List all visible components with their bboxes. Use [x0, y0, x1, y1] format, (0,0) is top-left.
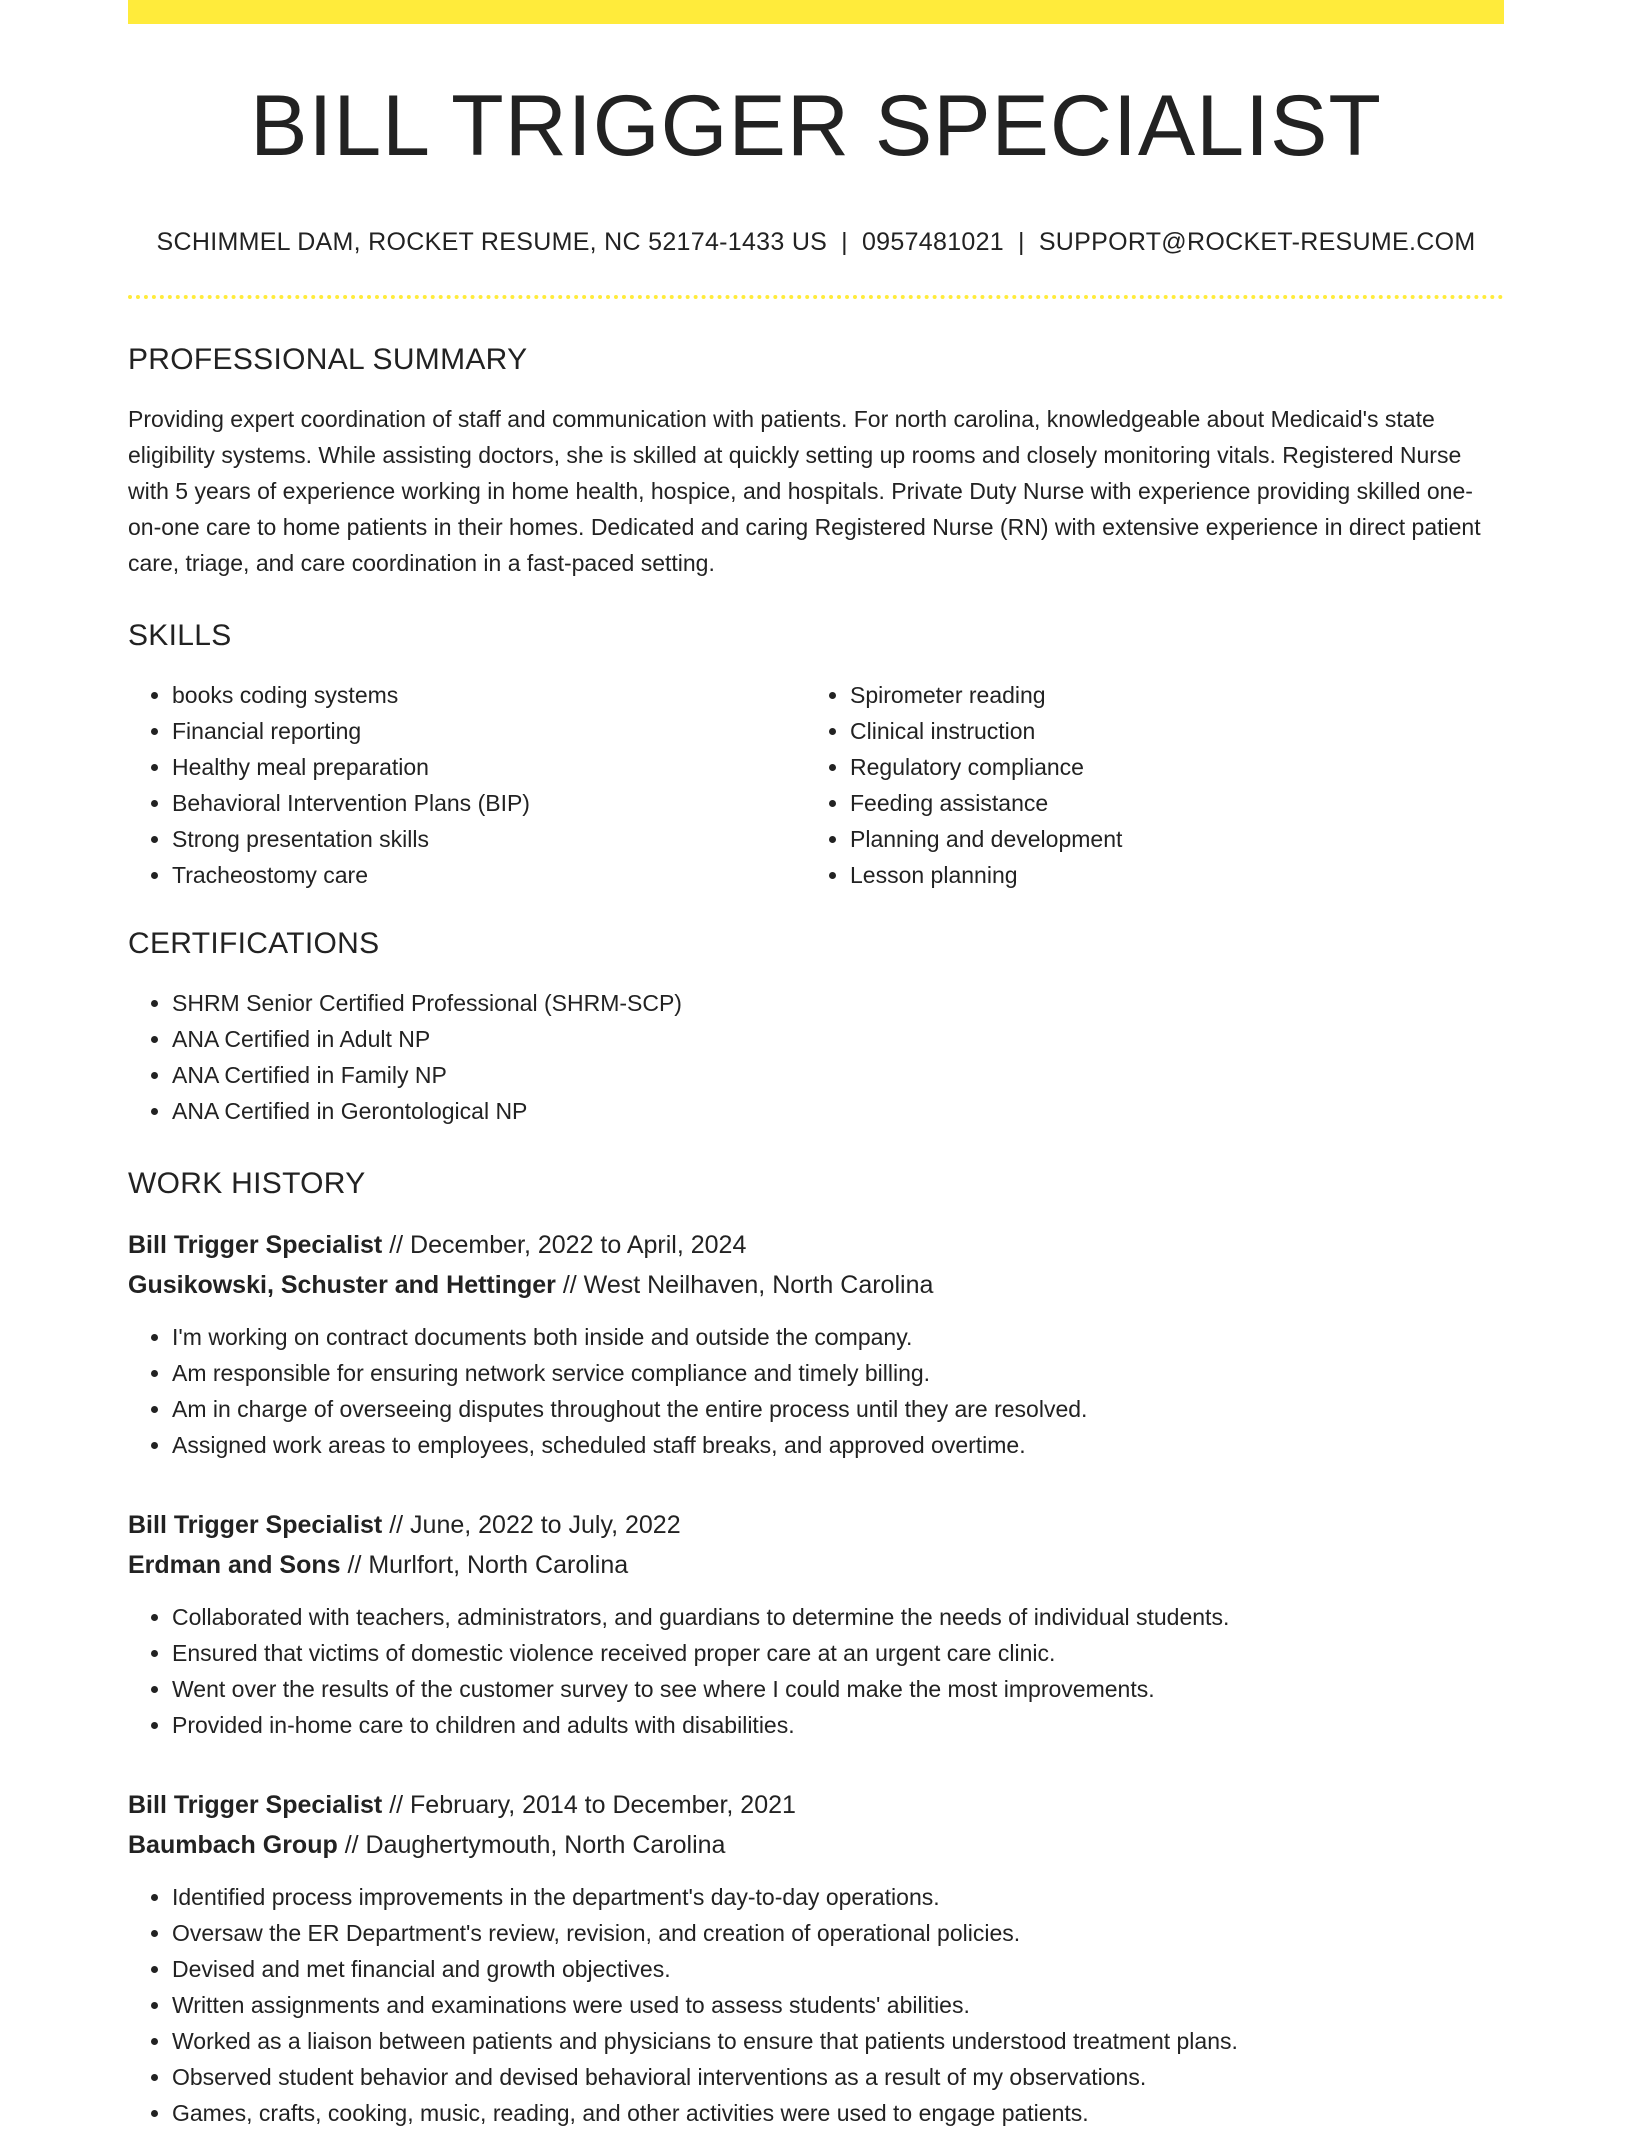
certifications-heading: CERTIFICATIONS: [128, 926, 380, 960]
resume-name: BILL TRIGGER SPECIALIST: [250, 78, 1382, 174]
job-bullet: • Collaborated with teachers, administrators, and guardians to determine the needs of individual students.: [172, 1599, 1504, 1635]
skill-item: • Planning and development: [850, 821, 1484, 857]
job-company: Erdman and Sons: [128, 1550, 341, 1579]
resume-page: [128, 0, 1504, 2131]
contact-address: SCHIMMEL DAM, ROCKET RESUME, NC 52174-1433 US: [156, 227, 828, 256]
job-bullet: • Identified process improvements in the department's day-to-day operations.: [172, 1879, 1504, 1915]
job-dates: // December, 2022 to April, 2024: [389, 1230, 747, 1259]
contact-line: [128, 228, 1504, 257]
job-bullets: [128, 1879, 1504, 2131]
job-role-line: [128, 1785, 1504, 1825]
skill-item: • Spirometer reading: [850, 677, 1484, 713]
job-bullet: • Assigned work areas to employees, scheduled staff breaks, and approved overtime.: [172, 1427, 1504, 1463]
skill-item: • books coding systems: [172, 677, 806, 713]
contact-separator: |: [841, 227, 848, 256]
job-bullet: • Am responsible for ensuring network service compliance and timely billing.: [172, 1355, 1504, 1391]
job-location: // Daughertymouth, North Carolina: [344, 1830, 726, 1859]
job-bullet: • Oversaw the ER Department's review, revision, and creation of operational policies.: [172, 1915, 1504, 1951]
job-company-line: [128, 1545, 1504, 1585]
job-entry: [128, 1505, 1504, 1743]
job-bullet: • Am in charge of overseeing disputes throughout the entire process until they are resolved.: [172, 1391, 1504, 1427]
accent-top-bar: [128, 0, 1504, 24]
job-role: Bill Trigger Specialist: [128, 1230, 383, 1259]
contact-email: SUPPORT@ROCKET-RESUME.COM: [1038, 227, 1476, 256]
job-bullet: • Ensured that victims of domestic violence received proper care at an urgent care clinic.: [172, 1635, 1504, 1671]
job-role: Bill Trigger Specialist: [128, 1790, 383, 1819]
skill-item: • Behavioral Intervention Plans (BIP): [172, 785, 806, 821]
job-company-line: [128, 1265, 1504, 1305]
job-bullet: • I'm working on contract documents both inside and outside the company.: [172, 1319, 1504, 1355]
contact-phone: 0957481021: [861, 227, 1005, 256]
certification-item: • ANA Certified in Gerontological NP: [172, 1093, 1504, 1129]
skill-item: • Regulatory compliance: [850, 749, 1484, 785]
job-company-line: [128, 1825, 1504, 1865]
skill-item: • Lesson planning: [850, 857, 1484, 893]
skill-item: • Tracheostomy care: [172, 857, 806, 893]
skills-columns: [128, 677, 1504, 893]
job-dates: // June, 2022 to July, 2022: [389, 1510, 681, 1539]
job-bullet: • Went over the results of the customer survey to see where I could make the most improvements.: [172, 1671, 1504, 1707]
job-dates: // February, 2014 to December, 2021: [389, 1790, 796, 1819]
job-role: Bill Trigger Specialist: [128, 1510, 383, 1539]
skills-list-left: [128, 677, 806, 893]
job-bullet: • Observed student behavior and devised behavioral interventions as a result of my observations.: [172, 2059, 1504, 2095]
job-bullets: [128, 1319, 1504, 1463]
job-company: Baumbach Group: [128, 1830, 338, 1859]
job-company: Gusikowski, Schuster and Hettinger: [128, 1270, 556, 1299]
skill-item: • Financial reporting: [172, 713, 806, 749]
skill-item: • Feeding assistance: [850, 785, 1484, 821]
certification-item: • ANA Certified in Adult NP: [172, 1021, 1504, 1057]
job-entry: [128, 1225, 1504, 1463]
job-bullet: • Worked as a liaison between patients and physicians to ensure that patients understood treatment plans.: [172, 2023, 1504, 2059]
job-bullet: • Games, crafts, cooking, music, reading, and other activities were used to engage patients.: [172, 2095, 1504, 2131]
job-entry: [128, 1785, 1504, 2131]
job-bullet: • Written assignments and examinations were used to assess students' abilities.: [172, 1987, 1504, 2023]
job-bullets: [128, 1599, 1504, 1743]
skill-item: • Strong presentation skills: [172, 821, 806, 857]
certification-item: • SHRM Senior Certified Professional (SHRM-SCP): [172, 985, 1504, 1021]
dotted-divider: [128, 295, 1504, 299]
job-role-line: [128, 1505, 1504, 1545]
skill-item: • Clinical instruction: [850, 713, 1484, 749]
skills-heading: SKILLS: [128, 618, 232, 652]
work-history-heading: WORK HISTORY: [128, 1166, 366, 1200]
job-location: // Murlfort, North Carolina: [347, 1550, 629, 1579]
skill-item: • Healthy meal preparation: [172, 749, 806, 785]
skills-list-right: [806, 677, 1484, 893]
summary-heading: PROFESSIONAL SUMMARY: [128, 342, 528, 376]
contact-separator: |: [1018, 227, 1025, 256]
job-bullet: • Devised and met financial and growth objectives.: [172, 1951, 1504, 1987]
job-role-line: [128, 1225, 1504, 1265]
certifications-list: [128, 985, 1504, 1129]
summary-text: Providing expert coordination of staff and communication with patients. For north carolina, knowledgeable about Medicaid's state eligibility systems. While assisting doctors, she is skilled at quickly setting up rooms and closely monitoring vitals. Registered Nurse with 5 years of experience working in home health, hospice, and hospitals. Private Duty Nurse with experience providing skilled one-on-one care to home patients in their homes. Dedicated and caring Registered Nurse (RN) with extensive experience in direct patient care, triage, and care coordination in a fast-paced setting.: [128, 405, 1481, 576]
job-location: // West Neilhaven, North Carolina: [562, 1270, 934, 1299]
certification-item: • ANA Certified in Family NP: [172, 1057, 1504, 1093]
job-bullet: • Provided in-home care to children and adults with disabilities.: [172, 1707, 1504, 1743]
